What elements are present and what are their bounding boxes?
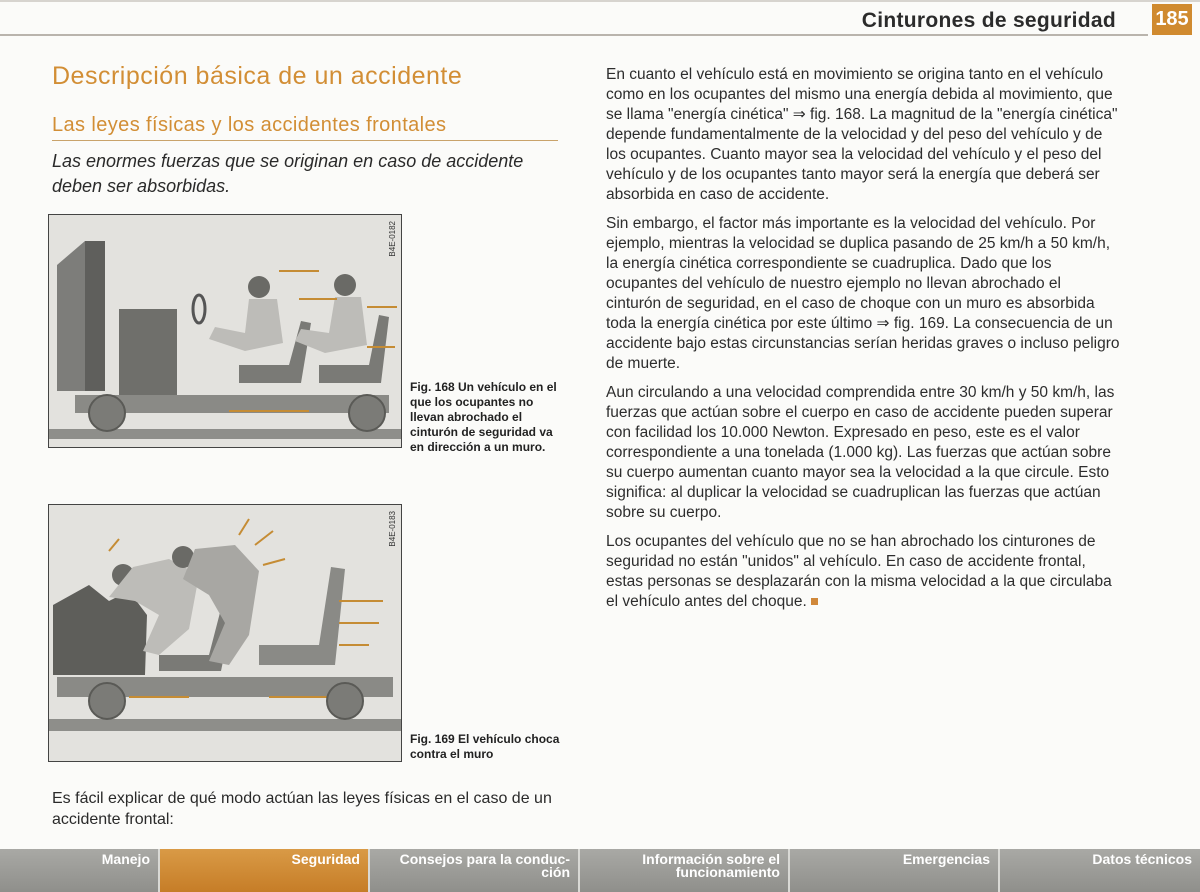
figure-168-id: B4E-0182 [388,221,397,257]
paragraph-text: Los ocupantes del vehículo que no se han abrochado los cinturones de seguridad no están "unidos" al vehículo. En caso de accidente frontal, estas personas se desplazarán con la misma velocidad a la que circulaba el vehículo antes del choque. [606,533,1112,610]
front-wheel-shape [89,683,125,719]
figure-168-illustration [49,215,401,447]
engine-block-shape [119,309,177,395]
rear-wheel-shape [327,683,363,719]
figure-169-caption: Fig. 169 El vehículo choca contra el muro [410,732,560,761]
figure-168 [48,214,402,448]
section-title: Cinturones de seguridad [861,9,1116,32]
subtitle-rule [52,140,558,141]
header-rule [0,34,1148,36]
rear-wheel-shape [349,395,385,431]
nav-tab-seguridad[interactable]: Seguridad [160,849,370,892]
lead-text: Las enormes fuerzas que se originan en caso de accidente deben ser absorbidas. [52,151,524,196]
footer-nav [0,849,1200,892]
nav-tab-manejo[interactable]: Manejo [0,849,160,892]
paragraph: Aun circulando a una velocidad comprendida entre 30 km/h y 50 km/h, las fuerzas que actúan sobre el cuerpo en caso de accidente pueden superar con facilidad los 10.000 Newton. Expresado en peso, este es el valor correspondiente a una tonelada (1.000 kg). Las fuerzas que actúan sobre su cuerpo aumentan cuanto mayor sea la velocidad a la que circule. Esto significa: al duplicar la velocidad se cuadruplican las fuerzas que actúan sobre su cuerpo. [606,384,1115,521]
driver-head-shape [248,276,270,298]
figure-169-id: B4E-0183 [388,511,397,547]
page-number: 185 [1152,4,1192,35]
passenger-head-shape [334,274,356,296]
nav-tab-consejos[interactable]: Consejos para la conduc- ción [370,849,580,892]
page-title: Descripción básica de un accidente [52,62,463,90]
figure-168-caption: Fig. 168 Un vehículo en el que los ocupantes no llevan abrochado el cinturón de seguridad va en dirección a un muro. [410,380,557,454]
figure-169-illustration [49,505,401,761]
figure-169 [48,504,402,762]
nav-tab-datos-tecnicos[interactable]: Datos técnicos [1000,849,1200,892]
end-mark [811,598,818,605]
paragraph: Sin embargo, el factor más importante es la velocidad del vehículo. Por ejemplo, mientras la velocidad se duplica pasando de 25 km/h a 50 km/h, la energía cinética correspondiente se cuadruplica. Dado que los ocupantes del vehículo de nuestro ejemplo no llevan abrochado el cinturón de seguridad, en el caso de choque con un muro es absorbida toda la energía cinética por este último ⇒ fig. 169. La consecuencia de un accidente bajo estas circunstancias serían heridas graves o incluso peligro de muerte. [606,215,1120,372]
paragraph: En cuanto el vehículo está en movimiento se origina tanto en el vehículo como en los ocupantes del mismo una energía debida al movimiento, que se llama "energía cinética" ⇒ fig. 168. La magnitud de la "energía cinética" depende fundamentalmente de la velocidad y del peso del vehículo y de los ocupantes. Cuanto mayor sea la velocidad del vehículo y el peso del vehículo y de los ocupantes tanto mayor será la energía que deberá ser absorbida en caso de accidente. [606,66,1118,203]
nav-tab-emergencias[interactable]: Emergencias [790,849,1000,892]
top-rule [0,0,1200,2]
front-wheel-shape [89,395,125,431]
page-subtitle: Las leyes físicas y los accidentes frontales [52,114,447,136]
nav-tab-informacion[interactable]: Información sobre el funcionamiento [580,849,790,892]
intro-text: Es fácil explicar de qué modo actúan las leyes físicas en el caso de un accidente frontal: [52,790,552,828]
paragraph-final [606,532,1120,612]
body-text [606,65,1120,621]
